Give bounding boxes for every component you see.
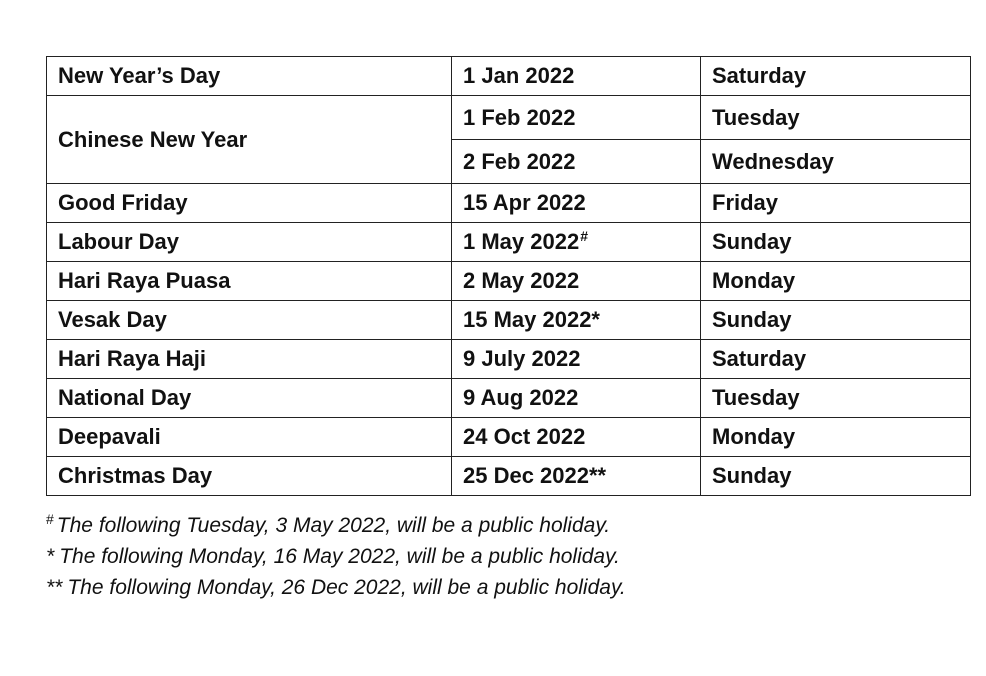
holiday-weekday: Sunday	[701, 301, 971, 340]
footnote-3	[46, 574, 956, 605]
table-row	[47, 57, 971, 96]
table-row	[47, 96, 971, 140]
holiday-weekday: Monday	[701, 418, 971, 457]
holiday-date: 24 Oct 2022	[452, 418, 701, 457]
holiday-weekday: Saturday	[701, 57, 971, 96]
holiday-weekday: Wednesday	[701, 140, 971, 184]
footnote-marker: **	[46, 576, 63, 599]
table-row	[47, 262, 971, 301]
holiday-date: 1 May 2022	[463, 229, 580, 254]
footnotes	[46, 512, 956, 605]
holiday-name: Good Friday	[47, 184, 452, 223]
holiday-date: 9 July 2022	[452, 340, 701, 379]
footnote-marker: #	[580, 227, 588, 244]
holiday-weekday: Sunday	[701, 457, 971, 496]
footnote-1	[46, 512, 956, 543]
holiday-name: Vesak Day	[47, 301, 452, 340]
holiday-weekday: Tuesday	[701, 379, 971, 418]
holiday-date: 2 May 2022	[452, 262, 701, 301]
table-row	[47, 379, 971, 418]
holiday-name: Chinese New Year	[47, 96, 452, 184]
holiday-name: Hari Raya Haji	[47, 340, 452, 379]
holiday-date: 25 Dec 2022**	[452, 457, 701, 496]
holiday-weekday: Friday	[701, 184, 971, 223]
holiday-date: 1 Feb 2022	[452, 96, 701, 140]
table-row	[47, 340, 971, 379]
footnote-2	[46, 543, 956, 574]
table-row	[47, 418, 971, 457]
holiday-date: 2 Feb 2022	[452, 140, 701, 184]
table-row	[47, 457, 971, 496]
holiday-weekday: Monday	[701, 262, 971, 301]
holiday-date: 1 Jan 2022	[452, 57, 701, 96]
holiday-weekday: Sunday	[701, 223, 971, 262]
table-row	[47, 223, 971, 262]
footnote-text: The following Monday, 16 May 2022, will be a public holiday.	[59, 545, 620, 568]
holiday-date: 15 May 2022*	[452, 301, 701, 340]
holiday-name: New Year’s Day	[47, 57, 452, 96]
holiday-date-cell	[452, 223, 701, 262]
holiday-name: Labour Day	[47, 223, 452, 262]
holiday-date: 15 Apr 2022	[452, 184, 701, 223]
table-row	[47, 301, 971, 340]
holiday-name: Christmas Day	[47, 457, 452, 496]
holiday-weekday: Saturday	[701, 340, 971, 379]
holiday-name: National Day	[47, 379, 452, 418]
footnote-text: The following Monday, 26 Dec 2022, will be a public holiday.	[67, 576, 626, 599]
holiday-name: Hari Raya Puasa	[47, 262, 452, 301]
holiday-name: Deepavali	[47, 418, 452, 457]
table-row	[47, 184, 971, 223]
holiday-date: 9 Aug 2022	[452, 379, 701, 418]
public-holidays-table	[46, 56, 971, 496]
footnote-marker: #	[46, 511, 54, 527]
footnote-text: The following Tuesday, 3 May 2022, will be a public holiday.	[56, 514, 611, 537]
footnote-marker: *	[46, 545, 55, 568]
holiday-weekday: Tuesday	[701, 96, 971, 140]
